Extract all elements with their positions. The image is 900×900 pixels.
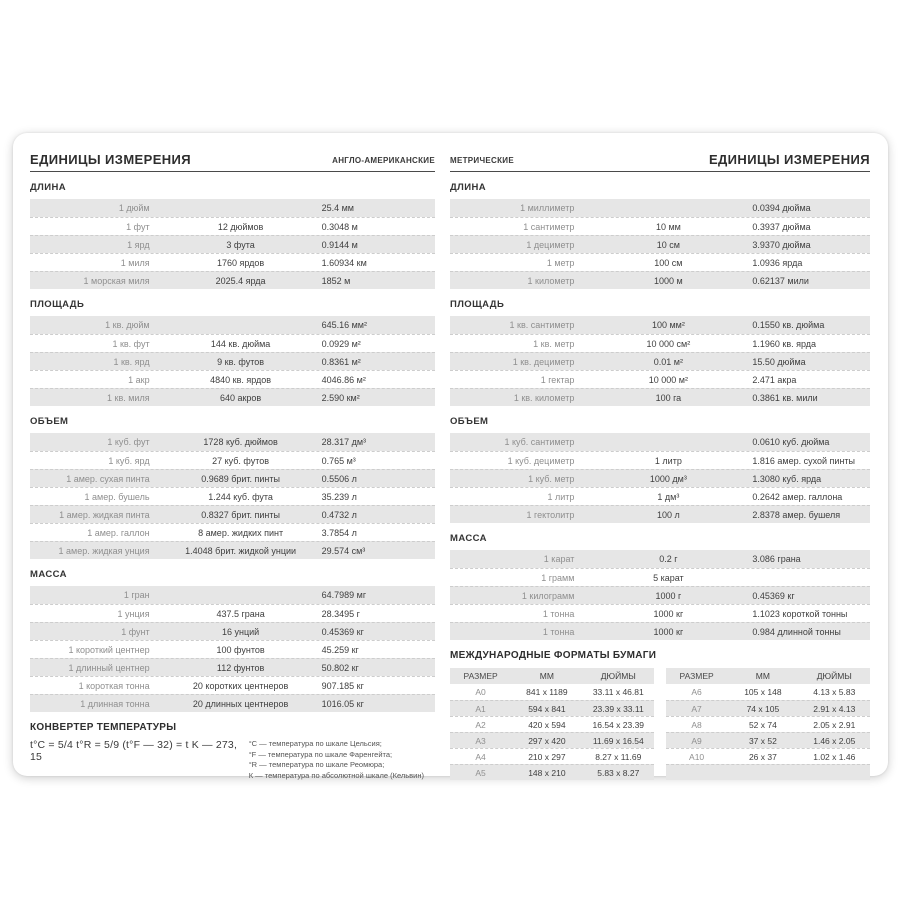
table-row [30,658,435,676]
value-cell: 3.7854 л [321,528,357,538]
unit-cell: 1 амер. бушель [84,492,150,502]
paper-row [666,748,870,764]
table-row [30,352,435,370]
equivalent-cell: 1000 дм³ [649,474,687,484]
inches-cell: 2.05 x 2.91 [813,720,856,730]
equivalent-cell [160,199,322,217]
table-row [450,469,870,487]
equivalent-cell: 144 кв. дюйма [210,339,271,349]
equivalent-cell: 1000 м [654,276,683,286]
unit-cell: 1 миллиметр [520,203,575,213]
table-row [450,271,870,289]
units-system-tag: МЕТРИЧЕСКИЕ [450,156,514,165]
paper-row [666,764,870,780]
value-cell: 1.1960 кв. ярда [752,339,817,349]
unit-cell: 1 дециметр [526,240,575,250]
equivalent-cell: 27 куб. футов [212,456,270,466]
unit-cell: 1 миля [120,258,150,268]
value-cell: 907.185 кг [321,681,364,691]
inches-cell: 1.46 x 2.05 [813,736,856,746]
right-column [450,145,870,780]
unit-cell: 1 амер. жидкая унция [58,546,150,556]
unit-cell: 1 кв. дюйм [105,320,150,330]
inches-header: ДЮЙМЫ [600,671,636,681]
table-row [450,388,870,406]
table-row [30,676,435,694]
equivalent-cell [584,199,752,217]
volume-table [30,433,435,559]
value-cell: 1.816 амер. сухой пинты [752,456,856,466]
unit-cell: 1 амер. жидкая пинта [59,510,150,520]
equivalent-cell: 1000 кг [653,627,684,637]
value-cell: 0.765 м³ [321,456,356,466]
table-row [450,316,870,334]
mm-header: ММ [755,671,770,681]
equivalent-cell: 1 литр [654,456,682,466]
equivalent-cell: 0.9689 брит. пинты [201,474,280,484]
unit-cell: 1 длинный центнер [68,663,150,673]
unit-cell: 1 куб. дециметр [507,456,575,466]
section-mass [30,569,435,712]
size-cell: A1 [475,704,486,714]
size-cell: A7 [691,704,702,714]
unit-cell: 1 акр [128,375,150,385]
size-cell: A0 [475,687,486,697]
equivalent-cell: 16 унций [221,627,260,637]
unit-cell: 1 кв. фут [112,339,150,349]
section-label: МАССА [450,533,487,544]
value-cell: 0.8361 м² [321,357,361,367]
paper-table-header [450,668,654,684]
value-cell: 0.3937 дюйма [752,222,811,232]
page-title: ЕДИНИЦЫ ИЗМЕРЕНИЯ [708,152,870,167]
unit-cell: 1 сантиметр [523,222,575,232]
volume-table [450,433,870,523]
value-cell: 0.5506 л [321,474,357,484]
size-cell [666,765,727,780]
mass-table [30,586,435,712]
paper-row [666,716,870,732]
equivalent-cell [160,316,322,334]
unit-cell: 1 кв. миля [107,393,150,403]
table-row [450,586,870,604]
mm-cell: 74 x 105 [746,704,780,714]
unit-cell: 1 гран [123,590,150,600]
header-divider [30,171,435,172]
unit-cell: 1 тонна [542,609,575,619]
paper-row [450,700,654,716]
unit-cell: 1 метр [546,258,575,268]
equivalent-cell: 9 кв. футов [217,357,265,367]
table-row [450,352,870,370]
mm-cell: 37 x 52 [748,736,777,746]
size-cell: A6 [691,687,702,697]
table-row [30,271,435,289]
value-cell: 1.0936 ярда [752,258,803,268]
section-area [30,299,435,406]
unit-cell: 1 километр [527,276,575,286]
left-header [30,145,435,167]
section-area [450,299,870,406]
table-row [30,523,435,541]
equivalent-cell: 100 мм² [651,320,685,330]
mm-cell: 210 x 297 [528,752,566,762]
unit-cell: 1 кв. сантиметр [509,320,575,330]
equivalent-cell: 100 см [654,258,683,268]
paper-row [450,764,654,780]
unit-cell: 1 фунт [121,627,150,637]
paper-table-body [450,684,654,780]
header-divider [450,171,870,172]
equivalent-cell: 0.2 г [659,554,678,564]
section-volume [450,416,870,523]
value-cell: 28.3495 г [321,609,360,619]
table-row [450,505,870,523]
paper-row [666,684,870,700]
unit-cell: 1 гектолитр [526,510,575,520]
page-title: ЕДИНИЦЫ ИЗМЕРЕНИЯ [30,152,192,167]
equivalent-cell: 1000 г [655,591,682,601]
note-line: °C — температура по шкале Цельсия; [248,739,382,748]
size-cell: A5 [475,768,486,778]
table-row [30,388,435,406]
equivalent-cell: 5 карат [653,573,684,583]
inches-cell: 11.69 x 16.54 [592,736,644,746]
value-cell: 3.9370 дюйма [752,240,811,250]
mm-cell: 105 x 148 [744,687,782,697]
value-cell: 4046.86 м² [321,375,366,385]
paper-row [666,732,870,748]
table-row [30,217,435,235]
table-row [30,235,435,253]
mm-cell: 26 x 37 [748,752,777,762]
table-row [30,451,435,469]
unit-cell: 1 куб. сантиметр [504,437,575,447]
unit-cell: 1 килограмм [521,591,575,601]
table-row [30,433,435,451]
temperature-notes [249,739,435,781]
table-row [30,316,435,334]
value-cell: 25.4 мм [321,203,354,213]
unit-cell: 1 кв. метр [533,339,575,349]
value-cell: 645.16 мм² [321,320,367,330]
value-cell: 28.317 дм³ [321,437,367,447]
value-cell: 0.62137 мили [752,276,809,286]
inches-cell: 5.83 x 8.27 [597,768,640,778]
value-cell: 3.086 грана [752,554,801,564]
paper-row [666,700,870,716]
value-cell: 2.590 км² [321,393,360,403]
mm-cell: 841 x 1189 [526,687,568,697]
equivalent-cell: 640 акров [219,393,262,403]
value-cell: 64.7989 мг [321,590,367,600]
inches-cell: 16.54 x 23.39 [592,720,645,730]
size-header: РАЗМЕР [679,671,714,681]
mm-header: ММ [539,671,554,681]
temperature-converter [30,722,435,781]
value-cell: 0.9144 м [321,240,358,250]
equivalent-cell: 3 фута [226,240,255,250]
value-cell: 0.0929 м² [321,339,361,349]
inches-cell: 1.02 x 1.46 [813,752,856,762]
table-row [30,199,435,217]
size-cell: A3 [475,736,486,746]
mass-table [450,550,870,640]
note-line: К — температура по абсолютной шкале (Кельвин) [248,770,424,780]
equivalent-cell: 0.01 м² [653,357,683,367]
paper-table-header [666,668,870,684]
equivalent-cell: 10 000 см² [646,339,691,349]
value-cell: 0.3861 кв. мили [752,393,818,403]
value-cell: 1016.05 кг [321,699,364,709]
inches-cell: 2.91 x 4.13 [813,704,856,714]
equivalent-cell: 1.244 куб. фута [208,492,273,502]
equivalent-cell: 2025.4 ярда [215,276,266,286]
value-cell: 0.45369 кг [752,591,795,601]
unit-cell: 1 унция [117,609,150,619]
table-row [450,253,870,271]
area-table [450,316,870,406]
table-row [450,370,870,388]
equivalent-cell: 12 дюймов [217,222,264,232]
value-cell: 35.239 л [321,492,357,502]
equivalent-cell: 0.8327 брит. пинты [201,510,280,520]
unit-cell: 1 короткий центнер [68,645,150,655]
inches-header: ДЮЙМЫ [816,671,852,681]
mm-cell: 594 x 841 [528,704,566,714]
paper-formats-section [450,650,870,780]
inches-cell: 4.13 x 5.83 [813,687,856,697]
value-cell [752,569,870,586]
unit-cell: 1 амер. галлон [87,528,150,538]
section-label: ОБЪЕМ [30,416,69,427]
section-label: ПЛОЩАДЬ [30,299,85,310]
table-row [30,586,435,604]
table-row [450,604,870,622]
left-column [30,145,435,781]
table-row [30,640,435,658]
table-row [450,433,870,451]
value-cell: 2.471 акра [752,375,797,385]
equivalent-cell: 1.4048 брит. жидкой унции [185,546,297,556]
inches-cell: 23.39 x 33.11 [592,704,644,714]
table-row [30,541,435,559]
value-cell: 0.0610 куб. дюйма [752,437,830,447]
table-row [450,235,870,253]
equivalent-cell [584,433,752,451]
equivalent-cell: 1728 куб. дюймов [203,437,278,447]
equivalent-cell: 1000 кг [653,609,684,619]
value-cell: 1852 м [321,276,351,286]
size-cell: A4 [475,752,486,762]
table-row [30,334,435,352]
table-row [450,550,870,568]
equivalent-cell: 100 га [655,393,682,403]
table-row [30,622,435,640]
equivalent-cell: 437.5 грана [216,609,265,619]
inches-cell: 33.11 x 46.81 [592,687,644,697]
unit-cell: 1 короткая тонна [78,681,150,691]
equivalent-cell [160,586,322,604]
table-row [450,199,870,217]
note-line: °F — температура по шкале Фаренгейта; [248,749,393,759]
equivalent-cell: 8 амер. жидких пинт [198,528,284,538]
note-line: °R — температура по шкале Реомюра; [248,760,385,769]
equivalent-cell: 100 л [657,510,680,520]
value-cell: 2.8378 амер. бушеля [752,510,841,520]
table-row [30,487,435,505]
mm-cell [727,765,798,780]
section-label: ДЛИНА [450,182,486,193]
value-cell: 1.1023 короткой тонны [752,609,848,619]
table-row [30,505,435,523]
paper-formats-title: МЕЖДУНАРОДНЫЕ ФОРМАТЫ БУМАГИ [450,650,657,661]
unit-cell: 1 дюйм [118,203,150,213]
paper-row [450,748,654,764]
equivalent-cell: 10 мм [655,222,681,232]
section-volume [30,416,435,559]
paper-table-a0-a5 [450,668,654,780]
table-row [450,334,870,352]
size-cell: A8 [691,720,702,730]
size-cell: A9 [691,736,702,746]
temperature-content [30,739,435,781]
equivalent-cell: 4840 кв. ярдов [210,375,272,385]
value-cell: 1.3080 куб. ярда [752,474,822,484]
temperature-formula: t°C = 5/4 t°R = 5/9 (t°F — 32) = t K — 273, 15 [30,739,238,763]
value-cell: 29.574 см³ [321,546,366,556]
unit-cell: 1 карат [543,554,575,564]
paper-row [450,732,654,748]
table-row [30,694,435,712]
equivalent-cell: 112 фунтов [216,663,265,673]
equivalent-cell: 100 фунтов [216,645,265,655]
unit-cell: 1 грамм [541,573,575,583]
unit-cell: 1 литр [547,492,575,502]
equivalent-cell: 10 см [656,240,680,250]
unit-cell: 1 куб. ярд [108,456,150,466]
unit-cell: 1 морская миля [83,276,150,286]
value-cell: 0.4732 л [321,510,357,520]
units-system-tag: АНГЛО-АМЕРИКАНСКИЕ [332,156,435,165]
value-cell: 0.1550 кв. дюйма [752,320,825,330]
table-row [30,604,435,622]
length-table [450,199,870,289]
section-length [30,182,435,289]
mm-cell: 297 x 420 [528,736,566,746]
unit-cell: 1 гектар [540,375,575,385]
section-mass [450,533,870,640]
table-row [30,469,435,487]
equivalent-cell: 20 длинных центнеров [192,699,289,709]
unit-cell: 1 амер. сухая пинта [66,474,150,484]
value-cell: 15.50 дюйма [752,357,806,367]
value-cell: 0.984 длинной тонны [752,627,841,637]
paper-table-body [666,684,870,780]
mm-cell: 148 x 210 [528,768,566,778]
table-row [450,622,870,640]
table-row [450,487,870,505]
value-cell: 0.0394 дюйма [752,203,811,213]
equivalent-cell: 10 000 м² [648,375,688,385]
unit-cell: 1 кв. ярд [113,357,150,367]
value-cell: 1.60934 км [321,258,367,268]
equivalent-cell: 20 коротких центнеров [192,681,289,691]
unit-cell: 1 длинная тонна [80,699,150,709]
value-cell: 0.2642 амер. галлона [752,492,843,502]
mm-cell: 420 x 594 [528,720,566,730]
unit-cell: 1 тонна [542,627,575,637]
table-row [450,568,870,586]
value-cell: 0.45369 кг [321,627,364,637]
section-label: ДЛИНА [30,182,66,193]
size-cell: A10 [689,752,705,762]
unit-cell: 1 куб. метр [528,474,575,484]
paper-tables [450,668,870,780]
unit-cell: 1 ярд [127,240,150,250]
table-row [450,451,870,469]
paper-table-a6-a10 [666,668,870,780]
table-row [450,217,870,235]
value-cell: 45.259 кг [321,645,359,655]
area-table [30,316,435,406]
unit-cell: 1 кв. дециметр [512,357,575,367]
planner-page [13,133,888,780]
paper-row [450,684,654,700]
unit-cell: 1 фут [126,222,150,232]
section-label: МАССА [30,569,67,580]
inches-cell [799,765,870,780]
mm-cell: 52 x 74 [748,720,777,730]
paper-row [450,716,654,732]
section-length [450,182,870,289]
size-header: РАЗМЕР [463,671,498,681]
size-cell: A2 [475,720,486,730]
table-row [30,370,435,388]
temperature-title: КОНВЕРТЕР ТЕМПЕРАТУРЫ [30,722,177,733]
value-cell: 0.3048 м [321,222,358,232]
value-cell: 50.802 кг [321,663,359,673]
section-label: ПЛОЩАДЬ [450,299,505,310]
section-label: ОБЪЕМ [450,416,489,427]
unit-cell: 1 куб. фут [107,437,150,447]
equivalent-cell: 1 дм³ [657,492,680,502]
right-header [450,145,870,167]
unit-cell: 1 кв. километр [513,393,575,403]
length-table [30,199,435,289]
inches-cell: 8.27 x 11.69 [595,752,642,762]
table-row [30,253,435,271]
equivalent-cell: 1760 ярдов [216,258,265,268]
